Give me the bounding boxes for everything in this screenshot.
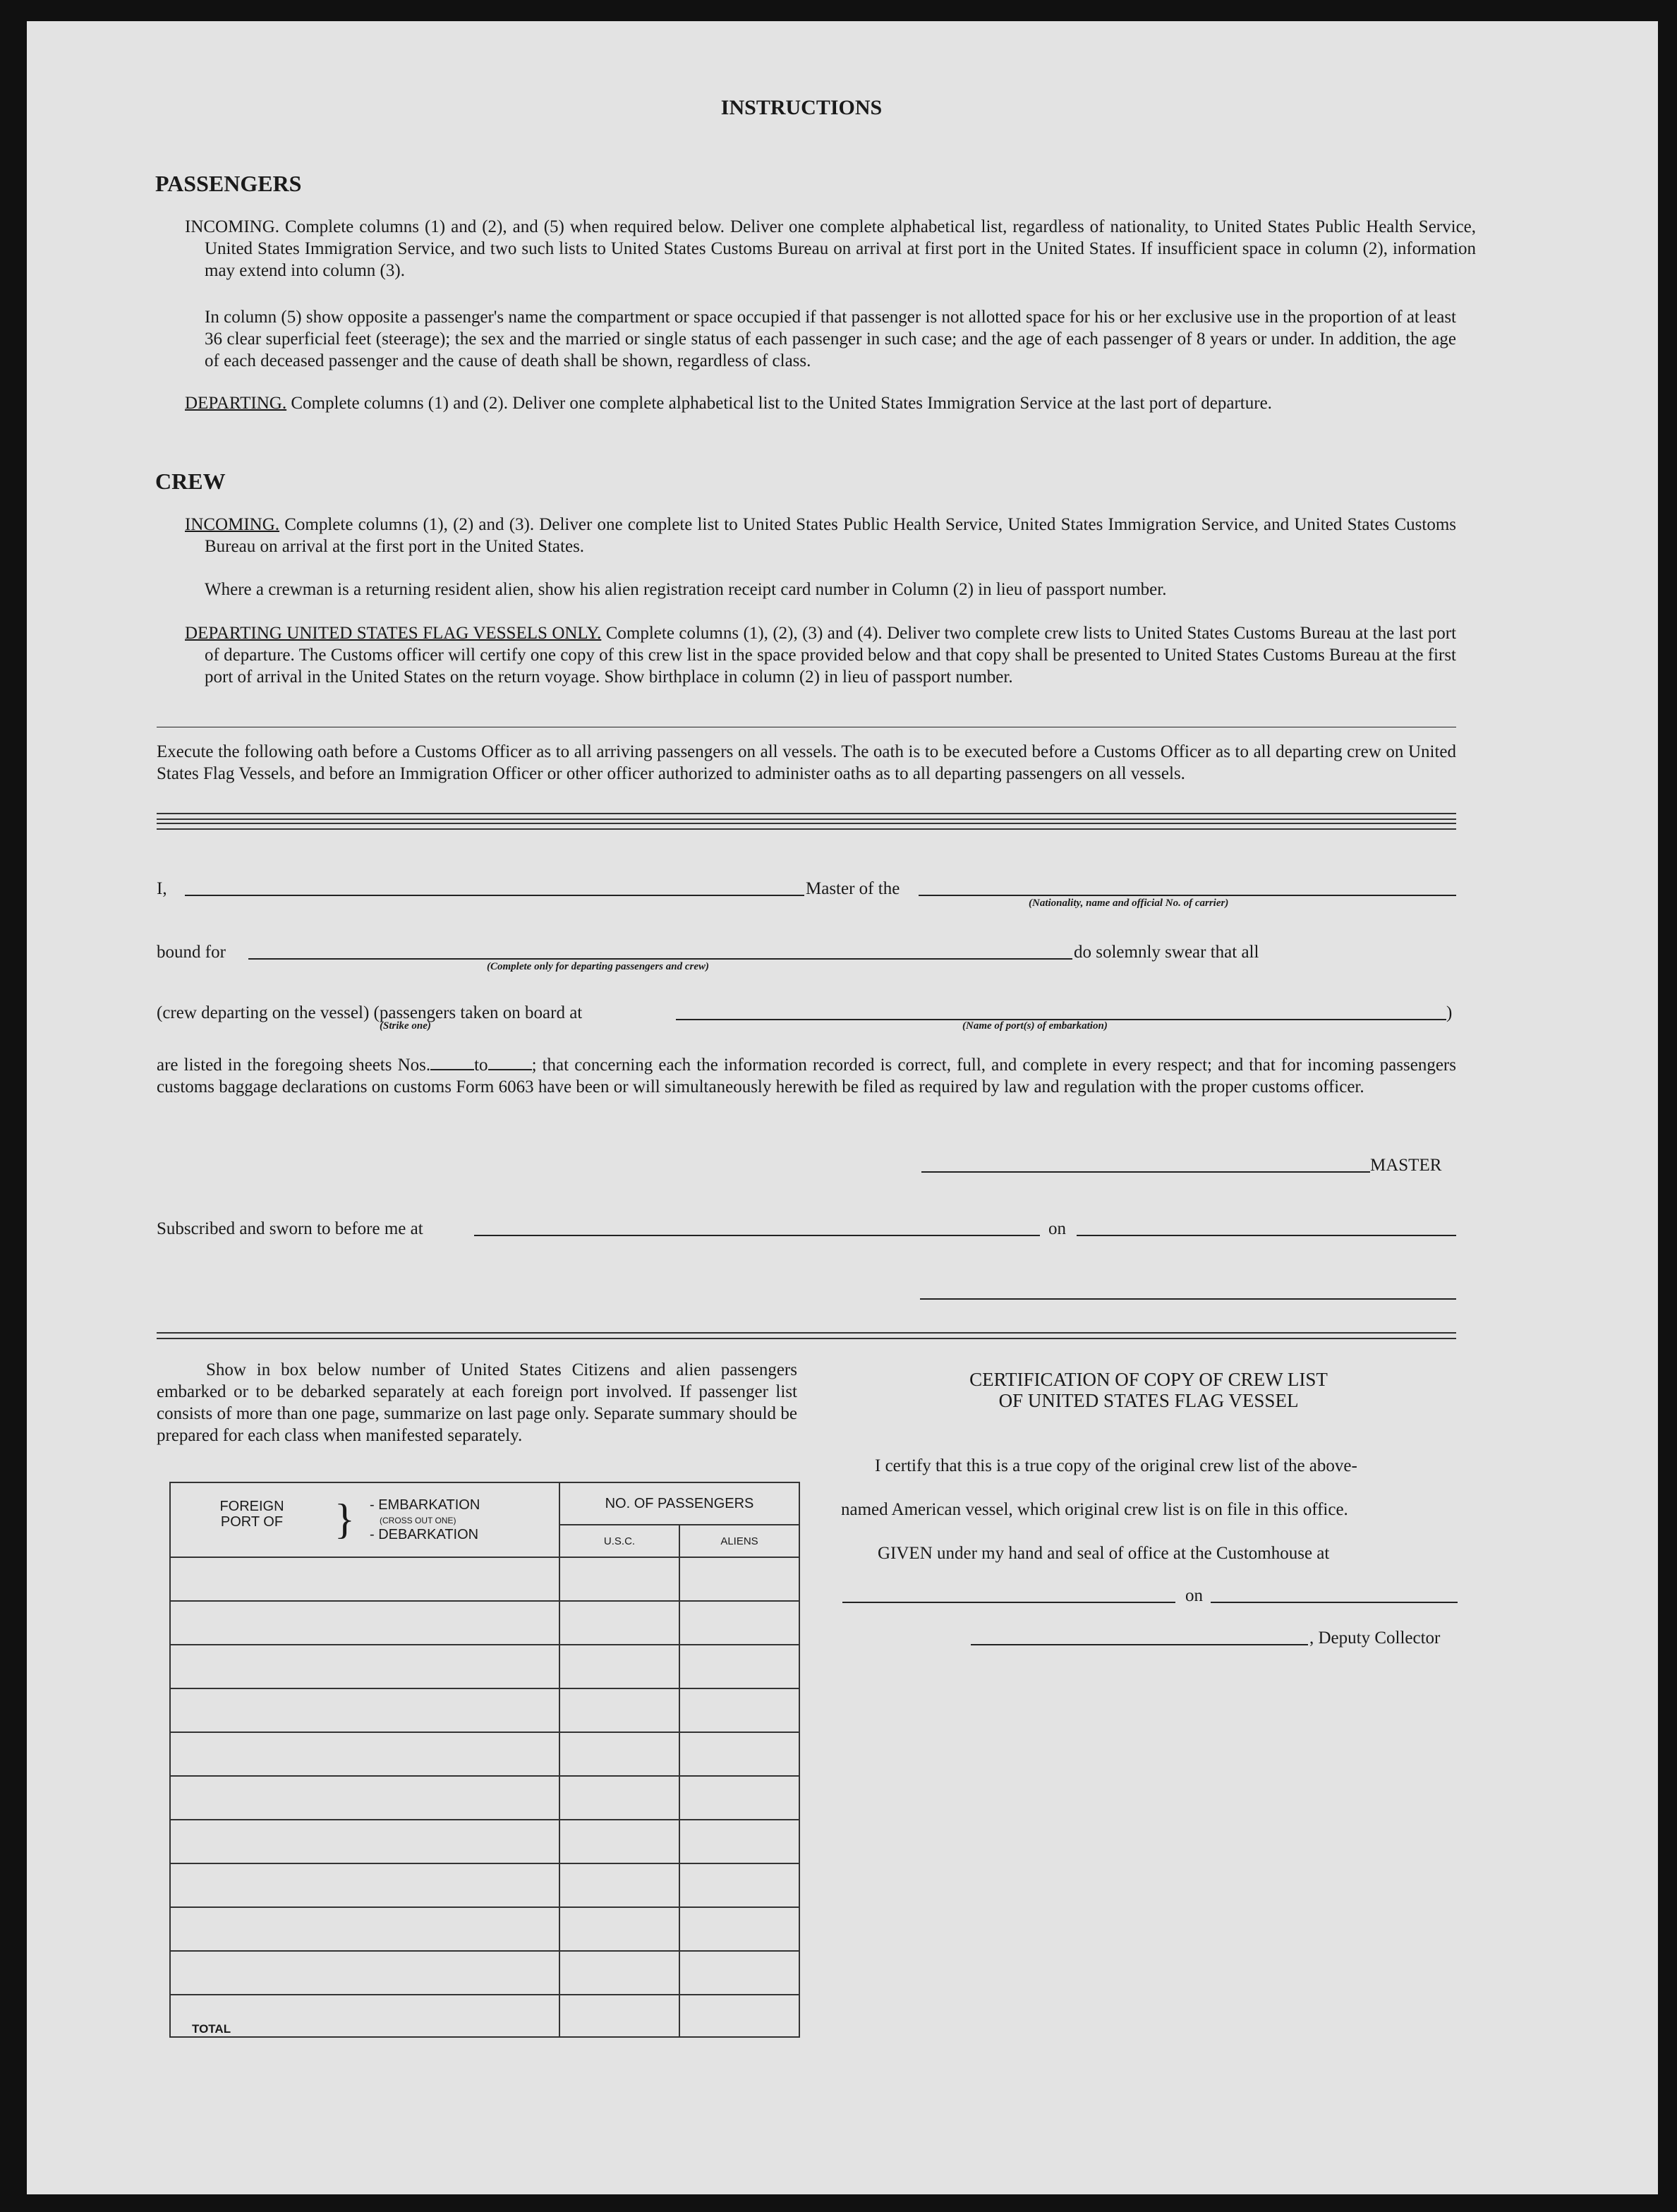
aliens-cell[interactable]: [679, 1557, 799, 1601]
port-cell[interactable]: [170, 1601, 559, 1645]
certification-subtitle: OF UNITED STATES FLAG VESSEL: [998, 1390, 1299, 1411]
close-paren: ): [1446, 1003, 1453, 1022]
officer-signature-field[interactable]: [920, 1298, 1456, 1300]
oath-intro: Execute the following oath before a Customs Officer as to all arriving passengers on all vessels. The oath is to be executed before a Customs Officer as to all departing crew on United States Flag Vessels, and before an Immigration Officer or other officer authorized to administer oaths as to all departing passengers on all vessels.: [157, 742, 1456, 783]
on-label: on: [1048, 1219, 1066, 1238]
sworn-date-field[interactable]: [1077, 1235, 1456, 1236]
table-row: [170, 1776, 799, 1820]
port-cell[interactable]: [170, 1951, 559, 1995]
cross-out-label: (CROSS OUT ONE): [380, 1516, 456, 1525]
bound-for-label: bound for: [157, 943, 226, 962]
customhouse-field[interactable]: [842, 1602, 1175, 1603]
table-row: [170, 1863, 799, 1907]
aliens-cell[interactable]: [679, 1951, 799, 1995]
aliens-cell[interactable]: [679, 1645, 799, 1688]
passenger-summary-table: [169, 1482, 800, 2038]
port-cell[interactable]: [170, 1776, 559, 1820]
table-row: [170, 1601, 799, 1645]
port-cell[interactable]: [170, 1557, 559, 1601]
crew-departing-label: DEPARTING UNITED STATES FLAG VESSELS ONLY.: [185, 624, 602, 643]
port-header: [170, 1482, 559, 1557]
passengers-heading: PASSENGERS: [155, 171, 302, 196]
aliens-cell[interactable]: [679, 1863, 799, 1907]
subscribed-label: Subscribed and sworn to before me at: [157, 1219, 423, 1238]
aliens-header: ALIENS: [679, 1525, 799, 1557]
port-cell[interactable]: [170, 1645, 559, 1688]
port-cell[interactable]: [170, 1820, 559, 1863]
double-divider: [157, 823, 1456, 830]
crew-departing: [185, 622, 1456, 688]
certification-title: CERTIFICATION OF COPY OF CREW LIST: [969, 1369, 1328, 1390]
embarkation-label[interactable]: - EMBARKATION: [370, 1497, 480, 1513]
oath-i: I,: [157, 879, 167, 898]
passengers-departing: [185, 392, 1456, 414]
certification-text-1: I certify that this is a true copy of the original crew list of the above-: [875, 1456, 1357, 1475]
table-row: [170, 1820, 799, 1863]
summary-instructions: Show in box below number of United States Citizens and alien passengers embarked or to be debarked separately at each foreign port involved. If passenger list consists of more than one page, summarize on last page only. Separate summary should be prepared for each class when manifested separately.: [157, 1360, 797, 1445]
total-aliens-cell[interactable]: [679, 1995, 799, 2037]
master-name-field[interactable]: [185, 895, 804, 896]
usc-header: U.S.C.: [559, 1525, 679, 1557]
usc-cell[interactable]: [559, 1820, 679, 1863]
double-divider: [157, 1332, 1456, 1339]
swear-text: do solemnly swear that all: [1074, 943, 1259, 962]
usc-cell[interactable]: [559, 1951, 679, 1995]
passengers-incoming: [185, 216, 1476, 282]
debarkation-label[interactable]: - DEBARKATION: [370, 1527, 479, 1542]
double-divider: [157, 813, 1456, 820]
departing-text: Complete columns (1) and (2). Deliver one complete alphabetical list to the United States Immigration Service at the last port of departure.: [291, 394, 1272, 413]
aliens-cell[interactable]: [679, 1688, 799, 1732]
port-cell[interactable]: [170, 1688, 559, 1732]
crew-alien-text: Where a crewman is a returning resident alien, show his alien registration receipt card number in Column (2) in lieu of passport number.: [205, 580, 1167, 599]
master-label: MASTER: [1370, 1156, 1442, 1175]
deputy-signature-field[interactable]: [971, 1644, 1308, 1645]
bound-for-field[interactable]: [248, 958, 1072, 960]
incoming-label: INCOMING.: [185, 217, 280, 236]
usc-cell[interactable]: [559, 1645, 679, 1688]
foreign-port-label: FOREIGN PORT OF: [219, 1499, 284, 1530]
crew-departing-text: Complete columns (1), (2), (3) and (4). Deliver two complete crew lists to United States Customs Bureau at the last port of departure. The Customs officer will certify one copy of this crew list in the space provided below and that copy shall be presented to United States Customs Bureau at the first port of arrival in the United States on the return voyage. Show birthplace in column (2) in lieu of passport number.: [205, 624, 1457, 687]
certification-text-3: GIVEN under my hand and seal of office at the Customhouse at: [878, 1544, 1330, 1563]
total-usc-cell[interactable]: [559, 1995, 679, 2037]
usc-cell[interactable]: [559, 1688, 679, 1732]
listed-text-a: are listed in the foregoing sheets Nos.: [157, 1056, 431, 1075]
no-passengers-header: NO. OF PASSENGERS: [559, 1482, 799, 1525]
usc-cell[interactable]: [559, 1907, 679, 1951]
usc-cell[interactable]: [559, 1557, 679, 1601]
crew-incoming-text: Complete columns (1), (2) and (3). Deliver one complete list to United States Public Health Service, United States Immigration Service, and United States Customs Bureau on arrival at the first port in the United States.: [205, 515, 1456, 556]
certification-text-2: named American vessel, which original crew list is on file in this office.: [841, 1500, 1348, 1519]
table-row: [170, 1732, 799, 1776]
table-row: [170, 1645, 799, 1688]
aliens-cell[interactable]: [679, 1732, 799, 1776]
crew-incoming: [185, 514, 1456, 557]
aliens-cell[interactable]: [679, 1907, 799, 1951]
column5-text: In column (5) show opposite a passenger's name the compartment or space occupied if that passenger is not allotted space for his or her exclusive use in the proportion of at least 36 clear superficial feet (steerage); the sex and the married or single status of each passenger in such case; and the age of each passenger of 8 years or under. In addition, the age of each deceased passenger and the cause of death shall be shown, regardless of class.: [205, 308, 1456, 370]
total-label: TOTAL: [170, 1995, 559, 2037]
port-caption: (Name of port(s) of embarkation): [962, 1020, 1108, 1032]
port-cell[interactable]: [170, 1863, 559, 1907]
carrier-caption: (Nationality, name and official No. of carrier): [1029, 898, 1229, 909]
master-signature-field[interactable]: [921, 1171, 1370, 1173]
crew-heading: CREW: [155, 469, 226, 494]
cert-date-field[interactable]: [1211, 1602, 1458, 1603]
sheet-from-field[interactable]: [430, 1069, 474, 1070]
deputy-collector-label: , Deputy Collector: [1309, 1628, 1441, 1648]
aliens-cell[interactable]: [679, 1601, 799, 1645]
table-row: [170, 1907, 799, 1951]
sworn-place-field[interactable]: [474, 1235, 1040, 1236]
aliens-cell[interactable]: [679, 1820, 799, 1863]
table-row: [170, 1557, 799, 1601]
bound-caption: (Complete only for departing passengers and crew): [487, 961, 709, 972]
page-title: INSTRUCTIONS: [720, 96, 883, 119]
usc-cell[interactable]: [559, 1863, 679, 1907]
departing-label: DEPARTING.: [185, 394, 287, 413]
carrier-field[interactable]: [919, 895, 1456, 896]
listed-text-b: ; that concerning each the information recorded is correct, full, and complete in every respect; and that for incoming passengers customs baggage declarations on customs Form 6063 have been or will simultaneously herewith be filed as required by law and regulation with the proper customs officer.: [157, 1056, 1456, 1096]
crew-departing-text: (crew departing on the vessel) (passengers taken on board at: [157, 1003, 583, 1022]
table-row: [170, 1951, 799, 1995]
brace-icon: }: [334, 1496, 355, 1542]
usc-cell[interactable]: [559, 1732, 679, 1776]
sheet-to-field[interactable]: [488, 1069, 532, 1070]
usc-cell[interactable]: [559, 1776, 679, 1820]
master-of-the-label: Master of the: [806, 879, 900, 898]
crew-incoming-label: INCOMING.: [185, 515, 280, 534]
cert-on-label: on: [1185, 1586, 1203, 1605]
incoming-text: Complete columns (1) and (2), and (5) when required below. Deliver one complete alphabetical list, regardless of nationality, to United States Public Health Service, United States Immigration Service, and two such lists to United States Customs Bureau on arrival at first port in the United States. If insufficient space in column (2), information may extend into column (3).: [205, 217, 1477, 280]
listed-paragraph: [157, 1054, 1456, 1098]
port-cell[interactable]: [170, 1732, 559, 1776]
aliens-cell[interactable]: [679, 1776, 799, 1820]
strike-one-caption: (Strike one): [380, 1020, 431, 1032]
usc-cell[interactable]: [559, 1601, 679, 1645]
port-cell[interactable]: [170, 1907, 559, 1951]
table-row: [170, 1688, 799, 1732]
listed-to: to: [474, 1056, 488, 1075]
